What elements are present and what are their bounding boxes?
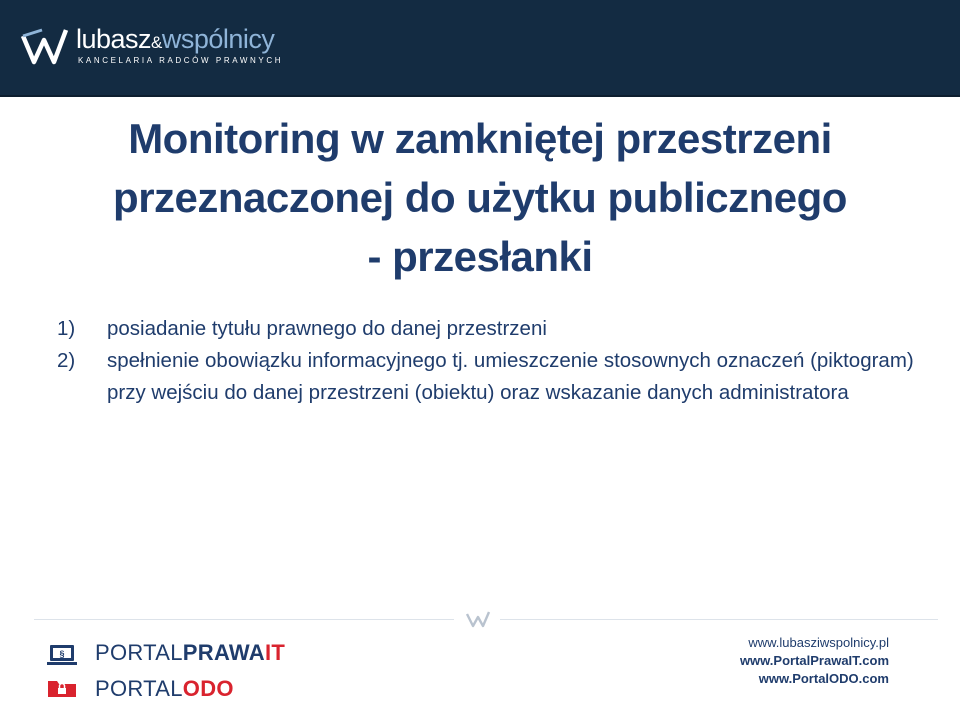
url-portal-odo[interactable]: www.PortalODO.com <box>758 671 889 686</box>
svg-text:§: § <box>59 649 65 659</box>
title-line-2: przeznaczonej do użytku publicznego <box>113 173 847 221</box>
conditions-list <box>57 313 917 409</box>
portal-odo-logo: PORTALODO <box>95 676 234 701</box>
footer-divider-left <box>34 619 454 620</box>
lw-logo-icon <box>20 26 70 66</box>
footer-divider-right <box>500 619 938 620</box>
folder-lock-icon <box>46 677 78 699</box>
list-item <box>57 313 917 345</box>
url-portal-prawa-it[interactable]: www.PortalPrawaIT.com <box>739 653 889 668</box>
laptop-paragraph-icon <box>46 643 78 667</box>
title-line-1: Monitoring w zamkniętej przestrzeni <box>128 115 832 162</box>
header-bar <box>0 0 960 95</box>
list-item-text: posiadanie tytułu prawnego do danej przestrzeni <box>107 317 547 340</box>
brand-name: lubasz&wspólnicy <box>76 24 275 54</box>
list-item-text: spełnienie obowiązku informacyjnego tj. umieszczenie stosownych oznaczeń (piktogram) przy wejściu do danej przestrzeni (obiektu) oraz wskazanie danych administratora <box>107 349 914 404</box>
title-line-3: - przesłanki <box>367 232 593 280</box>
brand-tagline: KANCELARIA RADCÓW PRAWNYCH <box>78 56 284 65</box>
footer-w-logo-icon <box>465 610 491 628</box>
slide-title <box>0 110 960 286</box>
footer-urls <box>740 634 889 688</box>
list-item-number: 2) <box>57 349 76 372</box>
list-item-number: 1) <box>57 317 76 340</box>
header-divider <box>0 95 960 97</box>
url-lubasz[interactable]: www.lubasziwspolnicy.pl <box>748 635 889 650</box>
list-item <box>57 345 917 409</box>
portal-prawa-it-logo: PORTALPRAWAIT <box>95 640 286 665</box>
